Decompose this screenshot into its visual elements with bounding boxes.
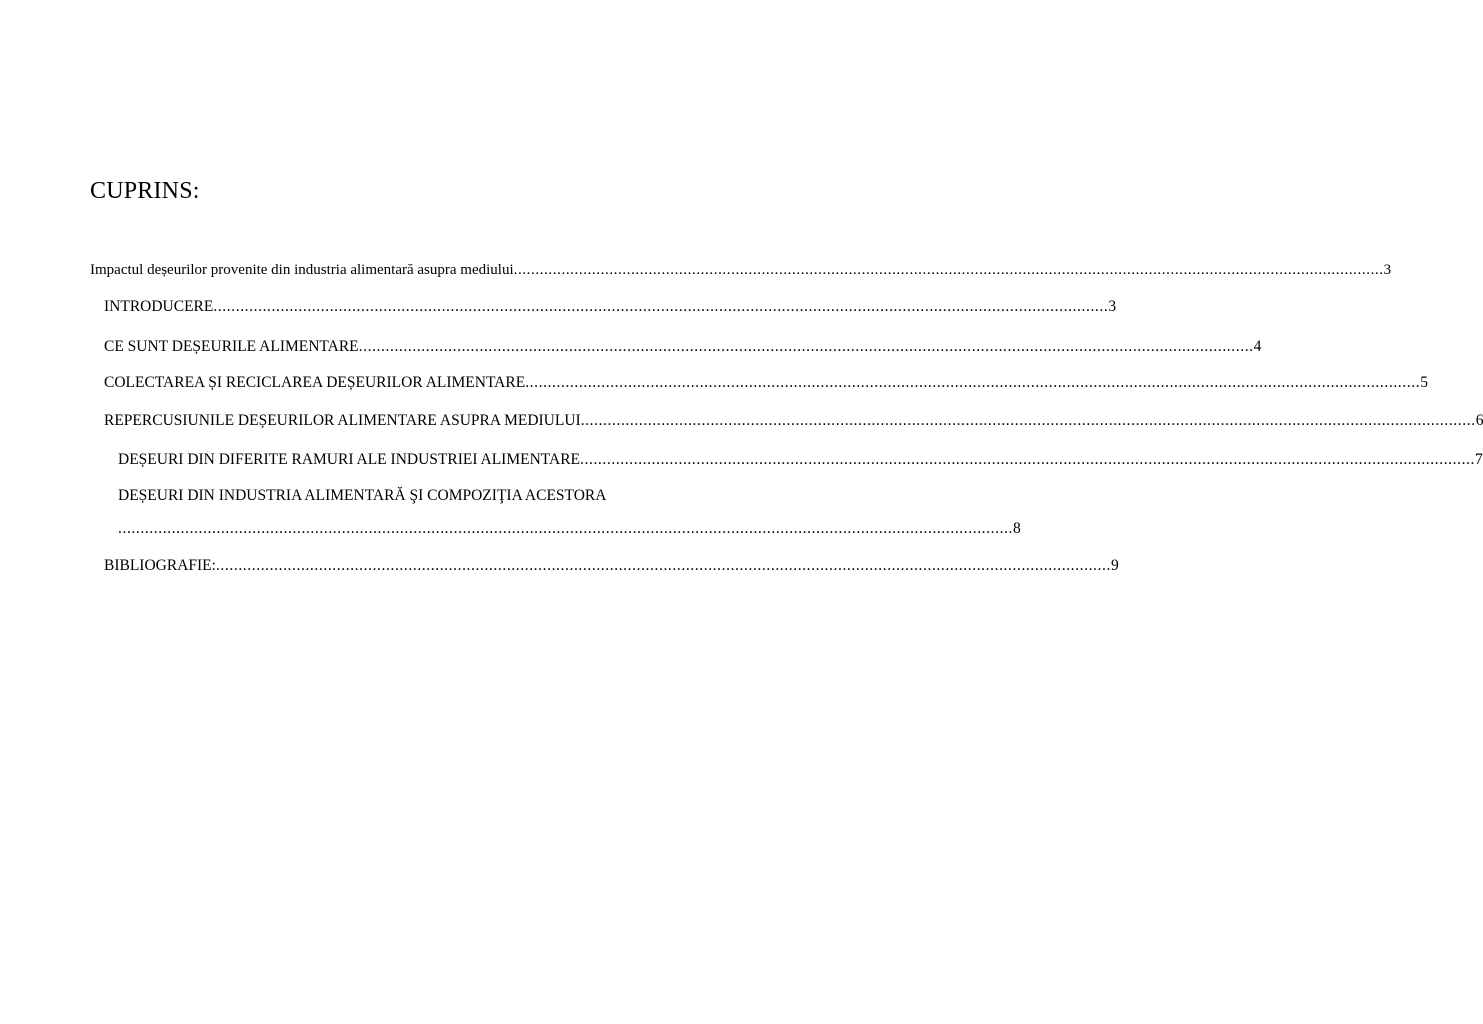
toc-entry-ce-sunt[interactable] — [104, 338, 1262, 356]
toc-entry-bibliografie[interactable] — [104, 557, 1119, 575]
toc-entry-title: CE SUNT DEȘEURILE ALIMENTARE — [104, 338, 359, 355]
toc-page-number: 8 — [1013, 520, 1021, 537]
toc-entry-colectarea[interactable] — [104, 374, 1428, 392]
toc-entry-title: REPERCUSIUNILE DEȘEURILOR ALIMENTARE ASUPRA MEDIULUI — [104, 412, 581, 429]
toc-heading: CUPRINS: — [90, 178, 200, 204]
toc-page-number: 3 — [1383, 262, 1392, 278]
toc-entry-title: INTRODUCERE — [104, 298, 214, 315]
toc-page-number: 9 — [1110, 557, 1119, 574]
toc-page-number: 4 — [1253, 338, 1262, 355]
toc-dot-leader: ........................................................................................................................................................................................................ — [580, 412, 1476, 429]
toc-dot-leader: ........................................................................................................................................................................................................ — [358, 338, 1254, 355]
toc-entry-title: COLECTAREA ȘI RECICLAREA DEȘEURILOR ALIMENTARE — [104, 374, 526, 391]
toc-entry-title: Impactul deșeurilor provenite din industria alimentară asupra mediului — [90, 262, 514, 278]
toc-entry-repercusiunile[interactable] — [104, 412, 1483, 430]
toc-entry-title: DEȘEURI DIN DIFERITE RAMURI ALE INDUSTRIEI ALIMENTARE — [118, 451, 581, 468]
toc-dot-leader: ........................................................................................................................................................................................................ — [213, 298, 1109, 315]
toc-entry-title: BIBLIOGRAFIE: — [104, 557, 216, 574]
toc-entry-impact[interactable] — [90, 262, 1392, 279]
toc-dot-leader: ........................................................................................................................................................................................................ — [118, 520, 1013, 537]
toc-dot-leader: ........................................................................................................................................................................................................ — [215, 557, 1111, 574]
toc-page-number: 6 — [1475, 412, 1483, 429]
toc-entry-compozitia[interactable] — [118, 520, 1021, 538]
toc-entry-deseuri-ramuri[interactable] — [118, 451, 1483, 469]
toc-page-number: 3 — [1108, 298, 1117, 315]
toc-dot-leader: ........................................................................................................................................................................................................ — [525, 374, 1421, 391]
toc-entry-compozitia-title[interactable]: DEȘEURI DIN INDUSTRIA ALIMENTARĂ ŞI COMPOZIŢIA ACESTORA — [118, 487, 607, 504]
toc-page-number: 5 — [1420, 374, 1428, 391]
toc-page-number: 7 — [1475, 451, 1483, 468]
toc-dot-leader: ........................................................................................................................................................................................................ — [513, 262, 1384, 278]
toc-dot-leader: ........................................................................................................................................................................................................ — [580, 451, 1476, 468]
toc-entry-introducere[interactable] — [104, 298, 1117, 316]
